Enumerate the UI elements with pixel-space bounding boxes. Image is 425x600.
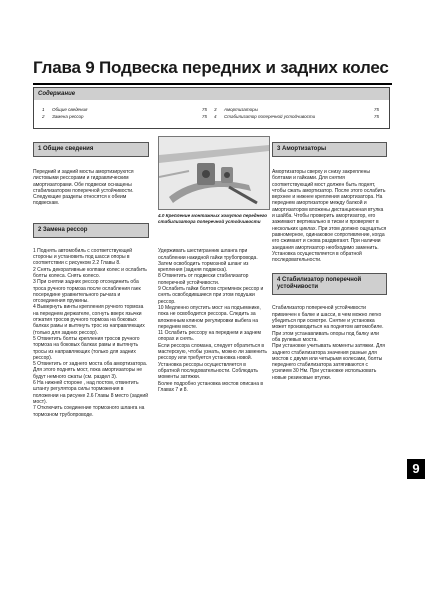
section-heading-stabilizer: 4 Стабилизатор поперечной устойчивости: [272, 273, 387, 295]
toc-page: 75: [373, 113, 379, 119]
toc-page: 75: [201, 113, 207, 119]
title-rule: [33, 83, 392, 85]
section-heading-springs: 2 Замена рессор: [33, 223, 149, 238]
toc-number: 3: [214, 107, 217, 112]
toc-title: Стабилизатор поперечной устойчивости: [224, 113, 316, 119]
toc-page: 75: [373, 107, 379, 112]
contents-box: [33, 87, 390, 129]
figure-caption: 4.0 Крепление монтажных хомутов переднего стабилизатора поперечной устойчивости: [158, 213, 268, 224]
toc-right: [214, 107, 379, 120]
chapter-tab: 9: [407, 459, 425, 479]
section-heading-general: 1 Общие сведения: [33, 142, 149, 157]
section-text-general: Передний и задний мосты амортизируются листовыми рессорами и гидравлическим амортизаторами. Обе подвески оснащены стабилизатором поперечной устойчивости. Следующие разделы относятся к обеим подвескам.: [33, 169, 134, 207]
figure-stabilizer-photo: [158, 136, 270, 210]
toc-number: 4: [214, 113, 217, 119]
column-middle: [158, 242, 268, 399]
toc-entry[interactable]: [42, 114, 207, 121]
toc-title: Общие сведения: [52, 107, 88, 112]
stabilizer-illustration: [159, 137, 269, 209]
toc-title: Замена рессор: [52, 113, 84, 119]
page-title: Глава 9 Подвеска передних и задних колес: [33, 58, 389, 77]
toc-number: 2: [42, 113, 45, 119]
column-right: [272, 142, 387, 381]
toc-page: 75: [201, 107, 207, 112]
section-text-shock-absorbers: Амортизаторы сверху и снизу закреплены болтами и гайками. Для снятия соответствующий мост должен быть поднят, чтобы сжать амортизатор. После этого ослабить верхнее и нижнее крепления амортизатора. На переднем амортизаторе между балкой и амортизатором вложены дистанционная втулка и шайба. Чтобы проверить амортизатор, его зажимают вертикально в тиски и проверяют в нескольких циклах. При этом должно ощущаться равномерное, одинаковое сопротивление, когда его сжимают и снова раздвигают. При наличии заедания амортизатор необходимо заменить. Установка осуществляется в обратной последовательности.: [272, 169, 387, 264]
section-text-stabilizer: Стабилизатор поперечной устойчивости привинчен к балке и шасси, в чем можно легко убедиться при осмотре. Снятие и установка может производиться на поднятом автомобиле. При этом устанавливать опоры под балку или оба рулевых моста. При установке учитывать моменты затяжки. Для заднего стабилизатора значения разные для мостов с двумя или четырьмя колесами, болты переднего стабилизатора затягиваются с усилием 30 Нм. При установке использовать новые резиновые втулки.: [272, 305, 386, 381]
section-text-springs: 1 Поднять автомобиль с соответствующей стороны и установить под шасси опоры в соответствии с рисунком 2.2 Главы 8. 2 Снять декоративные колпаки колес и ослабить болты колеса. Снять колесо. 3 При снятии задних рессор отсоединить оба троса ручного тормоза после ослабления гаек посередине уравнительного рычага и отсоединения пружины. 4 Вывернуть винты крепления ручного тормоза на переднем держателе, согнуть вверх язычки отжатия тросов ручного тормоза на боковых балках рамы и вытянуть трос из направляющих (только для задних рессор). 5 Отвинтить болты крепления тросов ручного тормоза на боковых балках рамы и вытянуть тросы из направляющих (только для задних рессор). 5 Отвинтить от заднего моста оба амортизатора. Для этого поднять мост, пока амортизаторы не будут немного сжаты (см. раздел 3). 6 На нижней стороне , над постом, отвинтить штангу регулятора силы торможения в положении на рисунке 2.6 Главы 8 место (задний мост). 7 Отключить соединение тормозного шланга на тормозном трубопроводе.: [33, 247, 149, 418]
section-text-springs-continued: Удерживать шестигранник шланга при ослаблении накидной гайки трубопровода. Затем освободить тормозной шланг из крепления (задняя подвеска). 8 Отвинтить от подвески стабилизатор поперечной устойчивости. 9 Ослабить гайки болтов стремянок рессор и снять освободившиеся при этом подушки рессор. 10 Медленно опустить мост на подъемнике, пока не освободится рессора. Следить за вложенным клином регулировки выбега на переднем мосте. 11 Ослабить рессору на переднем и заднем опорах и снять. Если рессора сломана, следует обратиться в мастерскую, чтобы узнать, можно ли заменить рессору или требуется установка новой. Установка рессоры осуществляется в обратной последовательности. Соблюдать моменты затяжки. Более подробно установка мостов описана в Главах 7 и 8.: [158, 248, 267, 393]
toc-entry[interactable]: [214, 114, 379, 121]
column-left: [33, 142, 149, 418]
toc-title: Амортизаторы: [224, 107, 258, 112]
section-heading-shock-absorbers: 3 Амортизаторы: [272, 142, 387, 157]
toc-left: [42, 107, 207, 120]
contents-heading: Содержание: [34, 88, 389, 100]
toc-number: 1: [42, 107, 45, 112]
